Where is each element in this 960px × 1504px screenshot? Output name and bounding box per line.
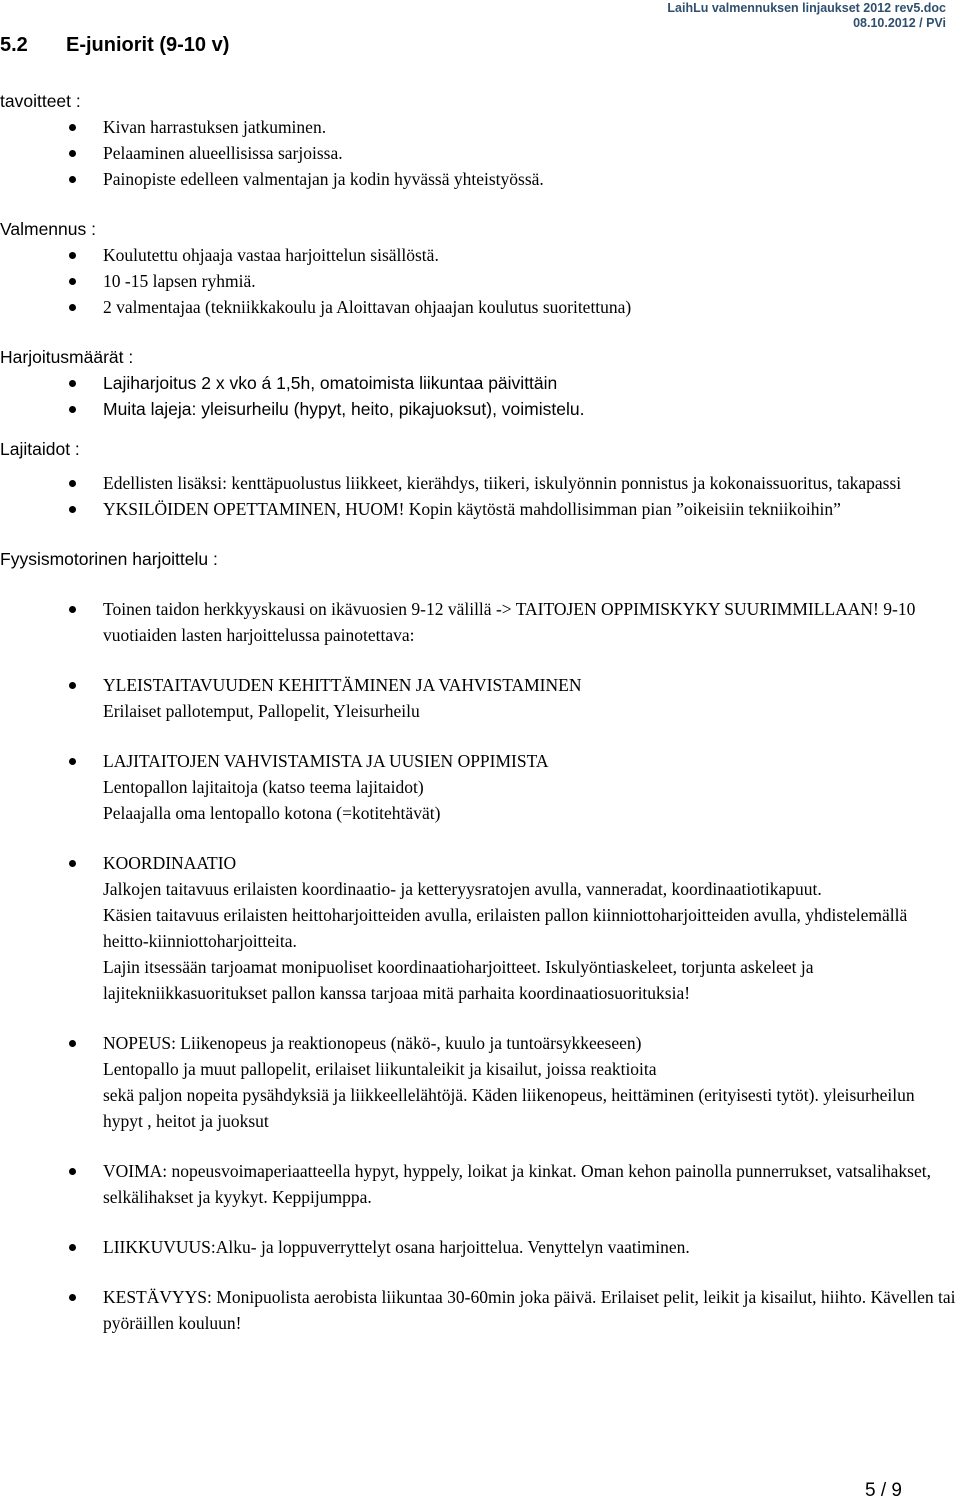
item-line: Pelaajalla oma lentopallo kotona (=kotitehtävät) [103,803,441,823]
document-header-info [667,1,946,31]
list-item [0,850,956,1006]
file-name: LaihLu valmennuksen linjaukset 2012 rev5.doc [667,1,946,15]
list-nopeus [0,1030,956,1134]
item-heading: NOPEUS: Liikenopeus ja reaktionopeus (näkö-, kuulo ja tuntoärsykkeeseen) [103,1033,642,1053]
list-item: Muita lajeja: yleisurheilu (hypyt, heito, pikajuoksut), voimistelu. [0,396,956,422]
list-item [0,748,956,826]
document-body [0,88,956,1336]
section-title: E-juniorit (9-10 v) [66,34,230,56]
list-koordinaatio [0,850,956,1006]
page-number: 5 / 9 [865,1480,902,1501]
section-number: 5.2 [0,34,28,56]
list-yleistaitavuus [0,672,956,724]
label-valmennus: Valmennus : [0,219,96,239]
item-paragraph: Jalkojen taitavuus erilaisten koordinaatio- ja ketteryysratojen avulla, vanneradat, koordinaatiotikapuut. [103,879,822,899]
list-valmennus [0,242,956,320]
list-fyysismotorinen [0,596,956,648]
label-tavoitteet: tavoitteet : [0,91,81,111]
list-lajitaitojen [0,748,956,826]
list-item: Kivan harrastuksen jatkuminen. [0,114,956,140]
list-item-intro: Toinen taidon herkkyyskausi on ikävuosien 9-12 välillä -> TAITOJEN OPPIMISKYKY SUURIMMILLAAN! 9-10 vuotiaiden lasten harjoittelussa painotettava: [0,596,956,648]
list-voima [0,1158,956,1210]
list-tavoitteet [0,114,956,192]
list-item: Lajiharjoitus 2 x vko á 1,5h, omatoimista liikuntaa päivittäin [0,370,956,396]
item-line: Lentopallon lajitaitoja (katso teema lajitaidot) [103,777,424,797]
label-harjoitusmaarat: Harjoitusmäärät : [0,347,134,367]
list-kestavyys [0,1284,956,1336]
list-item [0,1030,956,1134]
list-item: Edellisten lisäksi: kenttäpuolustus liikkeet, kierähdys, tiikeri, iskulyönnin ponnistus ja kokonaissuoritus, takapassi [0,470,956,496]
date-author: 08.10.2012 / PVi [853,16,946,30]
item-heading: LAJITAITOJEN VAHVISTAMISTA JA UUSIEN OPPIMISTA [103,751,549,771]
list-item: 10 -15 lapsen ryhmiä. [0,268,956,294]
list-item: Pelaaminen alueellisissa sarjoissa. [0,140,956,166]
label-lajitaidot: Lajitaidot : [0,439,80,459]
list-harjoitusmaarat [0,370,956,422]
item-heading: YLEISTAITAVUUDEN KEHITTÄMINEN JA VAHVISTAMINEN [103,675,582,695]
list-item: Painopiste edelleen valmentajan ja kodin hyvässä yhteistyössä. [0,166,956,192]
list-item: Koulutettu ohjaaja vastaa harjoittelun sisällöstä. [0,242,956,268]
item-heading: KOORDINAATIO [103,853,237,873]
item-paragraph: Lajin itsessään tarjoamat monipuoliset koordinaatioharjoitteet. Iskulyöntiaskeleet, torjunta askeleet ja lajitekniikkasuoritukset pallon kanssa tarjoaa mitä parhaita koordinaatiosuorituksia! [103,957,814,1003]
item-paragraph: Lentopallo ja muut pallopelit, erilaiset liikuntaleikit ja kisailut, joissa reaktioita [103,1059,657,1079]
section-heading [0,32,229,58]
list-liikkuvuus [0,1234,956,1260]
list-item: YKSILÖIDEN OPETTAMINEN, HUOM! Kopin käytöstä mahdollisimman pian ”oikeisiin tekniikoihin” [0,496,956,522]
list-item [0,672,956,724]
list-item: VOIMA: nopeusvoimaperiaatteella hypyt, hyppely, loikat ja kinkat. Oman kehon painolla punnerrukset, vatsalihakset, selkälihakset ja kyykyt. Keppijumppa. [0,1158,956,1210]
item-paragraph: sekä paljon nopeita pysähdyksiä ja liikkeellelähtöjä. Käden liikenopeus, heittäminen (erityisesti tytöt). yleisurheilun hypyt , heitot ja juoksut [103,1085,915,1131]
list-lajitaidot [0,470,956,522]
list-item: LIIKKUVUUS:Alku- ja loppuverryttelyt osana harjoittelua. Venyttelyn vaatiminen. [0,1234,956,1260]
list-item: KESTÄVYYS: Monipuolista aerobista liikuntaa 30-60min joka päivä. Erilaiset pelit, leikit ja kisailut, hiihto. Kävellen tai pyöräillen kouluun! [0,1284,956,1336]
list-item: 2 valmentajaa (tekniikkakoulu ja Aloittavan ohjaajan koulutus suoritettuna) [0,294,956,320]
item-line: Erilaiset pallotemput, Pallopelit, Yleisurheilu [103,701,420,721]
item-paragraph: Käsien taitavuus erilaisten heittoharjoitteiden avulla, erilaisten pallon kiinniottoharjoitteiden avulla, yhdistelemällä heitto-kiinniottoharjoitteita. [103,905,908,951]
label-fyysismotorinen: Fyysismotorinen harjoittelu : [0,549,218,569]
